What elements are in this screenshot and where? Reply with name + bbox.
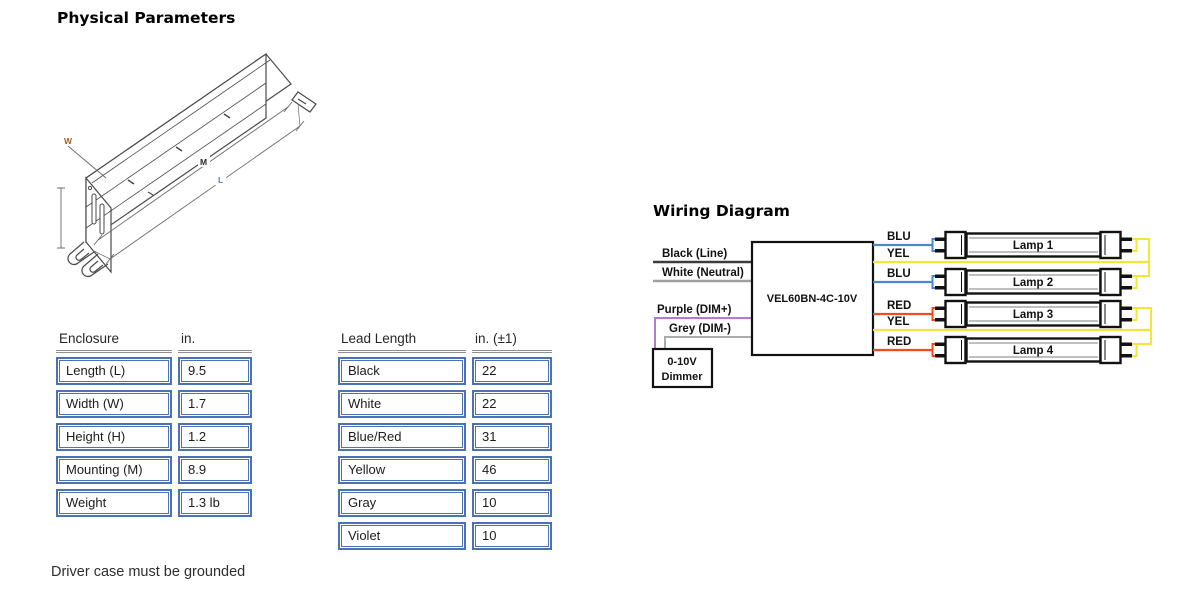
ground-note: Driver case must be grounded [51,564,246,580]
lamp3-4-return-link [1137,308,1152,344]
row-value: 1.7 [181,393,249,415]
table-row [56,390,252,418]
lamp2-label: Lamp 2 [1012,277,1054,289]
row-value: 9.5 [181,360,249,382]
enclosure-body [86,54,291,272]
row-label: Gray [341,492,463,514]
row-label: Height (H) [59,426,169,448]
lead-length-table-header [338,331,552,353]
output-label-red2: RED [887,336,912,348]
output-label-red1: RED [887,300,912,312]
enclosure-table [56,331,252,522]
enclosure-table-header [56,331,252,353]
row-value: 22 [475,393,549,415]
dimmer-label-line1: 0-10V [667,356,697,368]
row-value: 8.9 [181,459,249,481]
output-label-blu2: BLU [887,268,911,280]
dim-label-l: L [218,175,224,185]
table-row [338,489,552,517]
lamp1-label: Lamp 1 [1012,240,1054,252]
dim-label-m: M [200,157,208,167]
wiring-diagram-title: Wiring Diagram [653,202,790,220]
dimmer-label-line2: Dimmer [661,371,703,383]
lamp4-label: Lamp 4 [1012,345,1054,357]
table-row [338,522,552,550]
input-label-black: Black (Line) [662,248,728,260]
lamp1-2-return-link [1137,239,1150,276]
row-label: Length (L) [59,360,169,382]
column-header: in. (±1) [472,331,552,353]
column-header: Enclosure [56,331,172,353]
table-row [56,456,252,484]
lead-length-table [338,331,552,555]
column-header: Lead Length [338,331,466,353]
lamp3-label: Lamp 3 [1012,309,1054,321]
wiring-diagram [648,195,1181,410]
table-row [338,423,552,451]
row-label: Weight [59,492,169,514]
row-label: Width (W) [59,393,169,415]
row-label: Yellow [341,459,463,481]
row-value: 46 [475,459,549,481]
grey-dim-wire [665,337,752,349]
row-label: Violet [341,525,463,547]
column-header: in. [178,331,252,353]
table-row [56,357,252,385]
lamp-input-brackets [933,239,938,356]
physical-parameters-title: Physical Parameters [57,9,236,27]
driver-model-label: VEL60BN-4C-10V [766,293,858,305]
row-label: Mounting (M) [59,459,169,481]
row-value: 1.2 [181,426,249,448]
output-wires [873,245,1151,350]
row-value: 10 [475,525,549,547]
row-value: 10 [475,492,549,514]
input-label-white: White (Neutral) [662,267,744,279]
output-label-yel2: YEL [887,316,910,328]
table-row [56,489,252,517]
table-row [338,456,552,484]
input-label-grey: Grey (DIM-) [669,323,731,335]
output-label-blu1: BLU [887,231,911,243]
input-label-purple: Purple (DIM+) [657,304,732,316]
row-label: White [341,393,463,415]
row-value: 1.3 lb [181,492,249,514]
row-label: Blue/Red [341,426,463,448]
output-label-yel1: YEL [887,248,910,260]
table-row [338,357,552,385]
row-label: Black [341,360,463,382]
enclosure-isometric-drawing [48,42,398,282]
table-row [338,390,552,418]
table-row [56,423,252,451]
dim-label-w: W [64,136,73,146]
row-value: 31 [475,426,549,448]
row-value: 22 [475,360,549,382]
lamp-return-wiring [1130,239,1151,356]
